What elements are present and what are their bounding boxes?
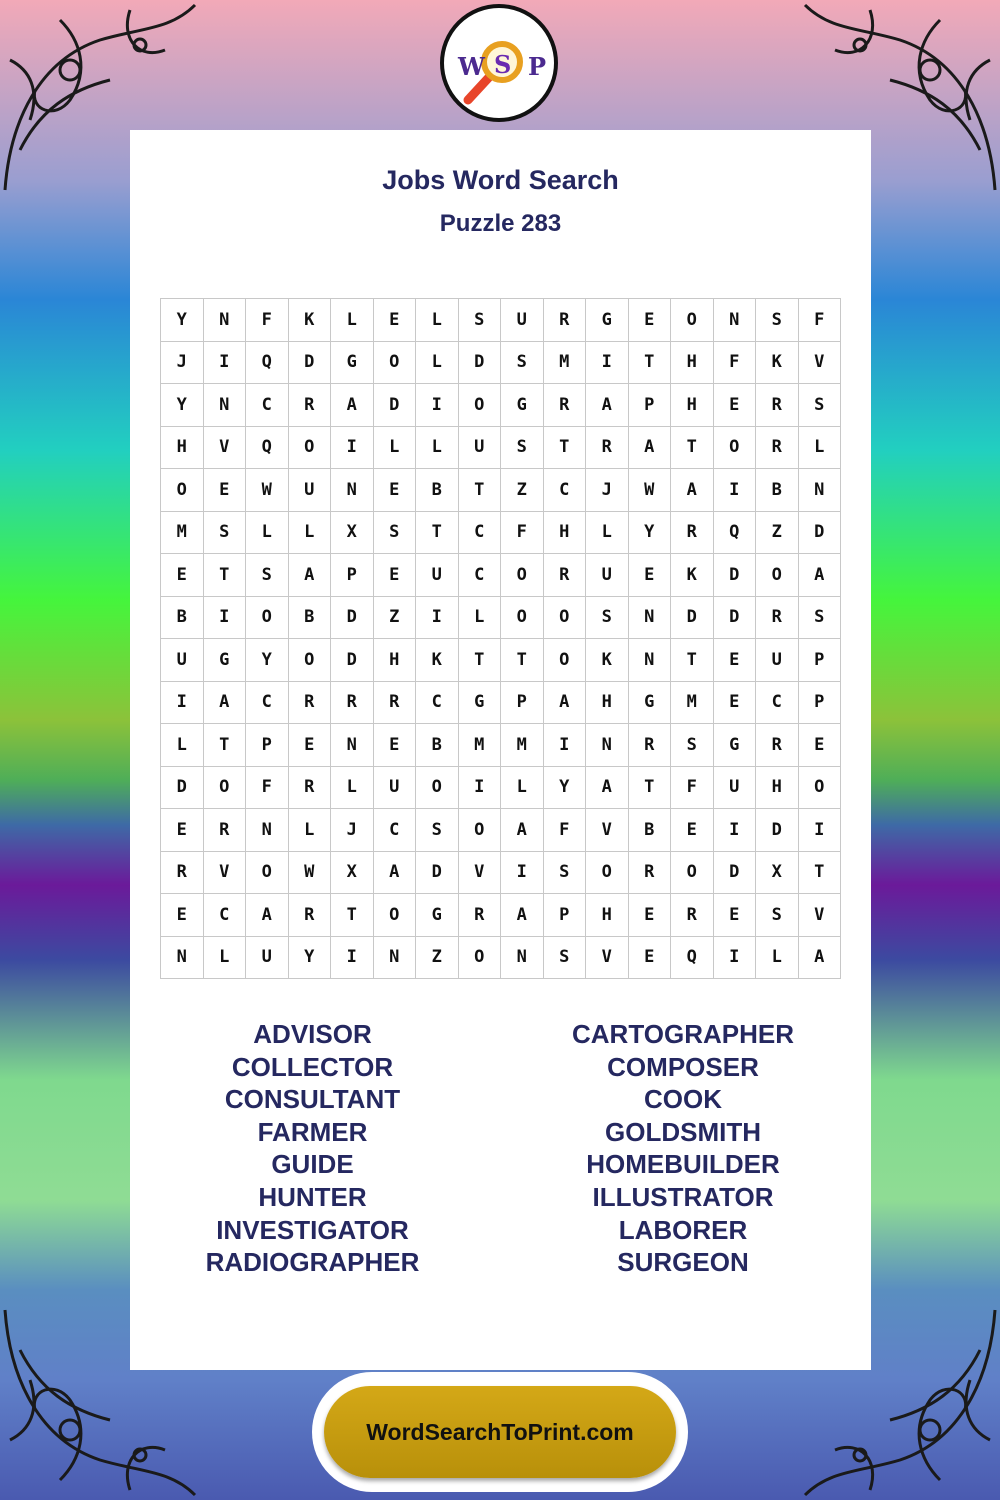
grid-cell[interactable]: G [714, 724, 757, 767]
word-list-item: FARMER [257, 1116, 368, 1147]
grid-cell[interactable]: E [629, 937, 672, 980]
grid-cell[interactable]: V [799, 342, 842, 385]
grid-cell[interactable]: F [671, 767, 714, 810]
grid-cell[interactable]: S [586, 597, 629, 640]
grid-cell[interactable]: E [161, 554, 204, 597]
grid-cell[interactable]: N [629, 597, 672, 640]
grid-cell[interactable]: D [459, 342, 502, 385]
grid-cell[interactable]: D [671, 597, 714, 640]
grid-cell[interactable]: O [459, 809, 502, 852]
grid-cell[interactable]: U [714, 767, 757, 810]
grid-cell[interactable]: U [586, 554, 629, 597]
grid-cell[interactable]: C [459, 512, 502, 555]
grid-cell[interactable]: Q [714, 512, 757, 555]
grid-cell[interactable]: T [459, 469, 502, 512]
grid-cell[interactable]: L [501, 767, 544, 810]
grid-cell[interactable]: E [629, 299, 672, 342]
grid-cell[interactable]: Y [246, 639, 289, 682]
word-list-item: INVESTIGATOR [216, 1214, 409, 1245]
logo-letter-p: P [528, 52, 547, 81]
grid-cell[interactable]: O [374, 894, 417, 937]
grid-cell[interactable]: S [671, 724, 714, 767]
grid-cell[interactable]: T [331, 894, 374, 937]
grid-cell[interactable]: R [289, 384, 332, 427]
grid-cell[interactable]: H [671, 384, 714, 427]
grid-cell[interactable]: G [331, 342, 374, 385]
grid-cell[interactable]: A [799, 554, 842, 597]
grid-cell[interactable]: S [544, 937, 587, 980]
grid-cell[interactable]: N [331, 724, 374, 767]
grid-cell[interactable]: M [161, 512, 204, 555]
grid-cell[interactable]: R [756, 597, 799, 640]
grid-cell[interactable]: Q [671, 937, 714, 980]
grid-cell[interactable]: Z [374, 597, 417, 640]
grid-cell[interactable]: Z [501, 469, 544, 512]
grid-cell[interactable]: T [629, 767, 672, 810]
grid-cell[interactable]: D [161, 767, 204, 810]
word-list-item: CONSULTANT [224, 1084, 401, 1115]
grid-cell[interactable]: T [501, 639, 544, 682]
word-list-item: HUNTER [258, 1181, 367, 1212]
grid-cell[interactable]: N [714, 299, 757, 342]
wsp-logo[interactable] [440, 4, 558, 122]
grid-cell[interactable]: V [204, 852, 247, 895]
grid-cell[interactable]: E [629, 894, 672, 937]
grid-cell[interactable]: O [501, 554, 544, 597]
grid-cell[interactable]: H [586, 682, 629, 725]
grid-cell[interactable]: W [629, 469, 672, 512]
grid-cell[interactable]: A [501, 809, 544, 852]
grid-cell[interactable]: L [289, 809, 332, 852]
grid-cell[interactable]: U [756, 639, 799, 682]
grid-cell[interactable]: L [289, 512, 332, 555]
grid-cell[interactable]: O [459, 384, 502, 427]
grid-cell[interactable]: D [331, 639, 374, 682]
grid-cell[interactable]: Y [544, 767, 587, 810]
grid-cell[interactable]: U [501, 299, 544, 342]
grid-cell[interactable]: Z [756, 512, 799, 555]
grid-cell[interactable]: C [544, 469, 587, 512]
grid-cell[interactable]: A [799, 937, 842, 980]
grid-cell[interactable]: H [161, 427, 204, 470]
grid-cell[interactable]: E [204, 469, 247, 512]
grid-cell[interactable]: B [289, 597, 332, 640]
grid-cell[interactable]: P [331, 554, 374, 597]
grid-cell[interactable]: U [374, 767, 417, 810]
puzzle-title: Jobs Word Search [382, 165, 619, 195]
grid-cell[interactable]: W [289, 852, 332, 895]
grid-cell[interactable]: R [374, 682, 417, 725]
grid-cell[interactable]: R [289, 894, 332, 937]
grid-cell[interactable]: U [161, 639, 204, 682]
grid-cell[interactable]: Y [161, 299, 204, 342]
word-list [130, 1018, 871, 1279]
grid-cell[interactable]: O [246, 852, 289, 895]
grid-cell[interactable]: I [161, 682, 204, 725]
grid-cell[interactable]: G [204, 639, 247, 682]
grid-cell[interactable]: A [374, 852, 417, 895]
grid-cell[interactable]: S [416, 809, 459, 852]
grid-cell[interactable]: U [459, 427, 502, 470]
grid-cell[interactable]: N [629, 639, 672, 682]
grid-cell[interactable]: M [671, 682, 714, 725]
grid-cell[interactable]: O [416, 767, 459, 810]
grid-cell[interactable]: N [586, 724, 629, 767]
grid-cell[interactable]: D [289, 342, 332, 385]
grid-cell[interactable]: G [629, 682, 672, 725]
grid-cell[interactable]: S [756, 299, 799, 342]
grid-cell[interactable]: L [331, 299, 374, 342]
grid-cell[interactable]: B [416, 724, 459, 767]
grid-cell[interactable]: R [331, 682, 374, 725]
grid-cell[interactable]: R [161, 852, 204, 895]
grid-cell[interactable]: V [459, 852, 502, 895]
grid-cell[interactable]: H [586, 894, 629, 937]
grid-cell[interactable]: G [501, 384, 544, 427]
grid-cell[interactable]: T [416, 512, 459, 555]
grid-cell[interactable]: L [374, 427, 417, 470]
grid-cell[interactable]: J [161, 342, 204, 385]
grid-cell[interactable]: R [586, 427, 629, 470]
grid-cell[interactable]: C [204, 894, 247, 937]
grid-cell[interactable]: G [416, 894, 459, 937]
grid-cell[interactable]: B [756, 469, 799, 512]
grid-cell[interactable]: E [799, 724, 842, 767]
grid-cell[interactable]: C [246, 682, 289, 725]
grid-cell[interactable]: S [204, 512, 247, 555]
grid-cell[interactable]: I [416, 597, 459, 640]
grid-cell[interactable]: Y [289, 937, 332, 980]
grid-cell[interactable]: I [331, 427, 374, 470]
grid-cell[interactable]: L [161, 724, 204, 767]
grid-cell[interactable]: T [799, 852, 842, 895]
grid-cell[interactable]: T [629, 342, 672, 385]
grid-cell[interactable]: H [374, 639, 417, 682]
grid-cell[interactable]: R [671, 512, 714, 555]
grid-cell[interactable]: T [671, 427, 714, 470]
grid-cell[interactable]: K [586, 639, 629, 682]
grid-cell[interactable]: P [246, 724, 289, 767]
grid-cell[interactable]: D [714, 597, 757, 640]
grid-cell[interactable]: B [416, 469, 459, 512]
grid-cell[interactable]: O [289, 639, 332, 682]
grid-cell[interactable]: P [799, 682, 842, 725]
grid-cell[interactable]: C [374, 809, 417, 852]
grid-cell[interactable]: S [246, 554, 289, 597]
grid-cell[interactable]: P [501, 682, 544, 725]
grid-cell[interactable]: I [586, 342, 629, 385]
grid-cell[interactable]: R [756, 724, 799, 767]
grid-cell[interactable]: I [204, 597, 247, 640]
grid-cell[interactable]: J [586, 469, 629, 512]
word-list-item: RADIOGRAPHER [205, 1247, 420, 1278]
grid-cell[interactable]: E [161, 894, 204, 937]
grid-cell[interactable]: R [204, 809, 247, 852]
grid-cell[interactable]: Z [416, 937, 459, 980]
grid-cell[interactable]: X [331, 852, 374, 895]
grid-cell[interactable]: A [586, 384, 629, 427]
grid-cell[interactable]: O [501, 597, 544, 640]
grid-cell[interactable]: R [671, 894, 714, 937]
word-list-item: COLLECTOR [231, 1051, 394, 1082]
grid-cell[interactable]: H [671, 342, 714, 385]
grid-cell[interactable]: O [544, 639, 587, 682]
grid-cell[interactable]: V [204, 427, 247, 470]
grid-cell[interactable]: D [416, 852, 459, 895]
grid-cell[interactable]: A [586, 767, 629, 810]
grid-cell[interactable]: O [671, 852, 714, 895]
grid-cell[interactable]: I [544, 724, 587, 767]
grid-cell[interactable]: T [204, 554, 247, 597]
grid-cell[interactable]: Q [246, 342, 289, 385]
grid-cell[interactable]: S [501, 427, 544, 470]
grid-cell[interactable]: U [416, 554, 459, 597]
grid-cell[interactable]: F [246, 299, 289, 342]
grid-cell[interactable]: E [671, 809, 714, 852]
grid-cell[interactable]: V [586, 937, 629, 980]
grid-cell[interactable]: L [204, 937, 247, 980]
grid-cell[interactable]: O [246, 597, 289, 640]
grid-cell[interactable]: L [416, 299, 459, 342]
logo-letter-s: S [494, 50, 512, 79]
grid-cell[interactable]: R [459, 894, 502, 937]
grid-cell[interactable]: L [799, 427, 842, 470]
letter-grid[interactable] [160, 298, 841, 979]
grid-cell[interactable]: A [204, 682, 247, 725]
grid-cell[interactable]: I [799, 809, 842, 852]
grid-cell[interactable]: H [544, 512, 587, 555]
grid-cell[interactable]: E [714, 682, 757, 725]
grid-cell[interactable]: O [671, 299, 714, 342]
grid-cell[interactable]: F [501, 512, 544, 555]
grid-cell[interactable]: A [629, 427, 672, 470]
grid-cell[interactable]: A [501, 894, 544, 937]
grid-cell[interactable]: L [246, 512, 289, 555]
grid-cell[interactable]: R [629, 852, 672, 895]
grid-cell[interactable]: T [204, 724, 247, 767]
grid-cell[interactable]: R [629, 724, 672, 767]
grid-cell[interactable]: S [501, 342, 544, 385]
grid-cell[interactable]: S [544, 852, 587, 895]
grid-cell[interactable]: C [416, 682, 459, 725]
grid-cell[interactable]: O [374, 342, 417, 385]
grid-cell[interactable]: T [671, 639, 714, 682]
grid-cell[interactable]: O [161, 469, 204, 512]
grid-cell[interactable]: N [204, 299, 247, 342]
grid-cell[interactable]: E [714, 639, 757, 682]
grid-cell[interactable]: V [799, 894, 842, 937]
grid-cell[interactable]: L [331, 767, 374, 810]
grid-cell[interactable]: E [161, 809, 204, 852]
grid-cell[interactable]: T [544, 427, 587, 470]
puzzle-number: Puzzle 283 [439, 210, 562, 237]
grid-cell[interactable]: R [289, 682, 332, 725]
grid-cell[interactable]: A [671, 469, 714, 512]
word-list-item: CARTOGRAPHER [572, 1019, 794, 1049]
grid-cell[interactable]: E [289, 724, 332, 767]
word-list-item: COMPOSER [607, 1051, 759, 1082]
grid-cell[interactable]: N [246, 809, 289, 852]
grid-cell[interactable]: S [756, 894, 799, 937]
grid-cell[interactable]: U [289, 469, 332, 512]
grid-cell[interactable]: V [586, 809, 629, 852]
grid-cell[interactable]: I [204, 342, 247, 385]
grid-cell[interactable]: F [246, 767, 289, 810]
word-list-item: ILLUSTRATOR [592, 1181, 774, 1212]
grid-cell[interactable]: F [544, 809, 587, 852]
grid-cell[interactable]: N [161, 937, 204, 980]
grid-cell[interactable]: A [289, 554, 332, 597]
grid-cell[interactable]: L [459, 597, 502, 640]
grid-cell[interactable]: C [459, 554, 502, 597]
grid-cell[interactable]: H [756, 767, 799, 810]
grid-cell[interactable]: Q [246, 427, 289, 470]
grid-cell[interactable]: K [756, 342, 799, 385]
grid-cell[interactable]: Y [629, 512, 672, 555]
grid-cell[interactable]: N [204, 384, 247, 427]
word-list-item: GUIDE [271, 1149, 354, 1180]
grid-cell[interactable]: I [501, 852, 544, 895]
grid-cell[interactable]: B [629, 809, 672, 852]
grid-cell[interactable]: K [289, 299, 332, 342]
grid-cell[interactable]: I [416, 384, 459, 427]
grid-cell[interactable]: N [331, 469, 374, 512]
grid-cell[interactable]: J [331, 809, 374, 852]
grid-cell[interactable]: P [544, 894, 587, 937]
grid-cell[interactable]: O [289, 427, 332, 470]
word-list-item: HOMEBUILDER [586, 1149, 780, 1180]
grid-cell[interactable]: O [799, 767, 842, 810]
grid-cell[interactable]: S [459, 299, 502, 342]
grid-cell[interactable]: L [756, 937, 799, 980]
grid-cell[interactable]: R [544, 554, 587, 597]
grid-cell[interactable]: G [459, 682, 502, 725]
grid-cell[interactable]: N [501, 937, 544, 980]
grid-cell[interactable]: K [416, 639, 459, 682]
grid-cell[interactable]: C [756, 682, 799, 725]
grid-cell[interactable]: E [714, 894, 757, 937]
grid-cell[interactable]: M [544, 342, 587, 385]
grid-cell[interactable]: Y [161, 384, 204, 427]
grid-cell[interactable]: M [459, 724, 502, 767]
grid-cell[interactable]: O [586, 852, 629, 895]
grid-cell[interactable]: D [799, 512, 842, 555]
grid-cell[interactable]: O [544, 597, 587, 640]
grid-cell[interactable]: L [416, 427, 459, 470]
grid-cell[interactable]: E [374, 554, 417, 597]
grid-cell[interactable]: R [756, 384, 799, 427]
grid-cell[interactable]: S [799, 597, 842, 640]
grid-cell[interactable]: U [246, 937, 289, 980]
grid-cell[interactable]: I [714, 809, 757, 852]
grid-cell[interactable]: D [374, 384, 417, 427]
grid-cell[interactable]: F [714, 342, 757, 385]
grid-cell[interactable]: E [374, 299, 417, 342]
grid-cell[interactable]: S [799, 384, 842, 427]
grid-cell[interactable]: X [756, 852, 799, 895]
word-list-item: COOK [644, 1084, 722, 1115]
grid-cell[interactable]: R [756, 427, 799, 470]
grid-cell[interactable]: O [204, 767, 247, 810]
puzzle-panel [130, 130, 871, 1370]
grid-cell[interactable]: D [756, 809, 799, 852]
website-link-button[interactable]: WordSearchToPrint.com [324, 1386, 676, 1478]
grid-cell[interactable]: E [629, 554, 672, 597]
grid-cell[interactable]: R [289, 767, 332, 810]
word-list-item: LABORER [618, 1214, 748, 1245]
grid-cell[interactable]: E [374, 469, 417, 512]
logo-letter-w: W [458, 52, 485, 81]
grid-cell[interactable]: A [246, 894, 289, 937]
grid-cell[interactable]: X [331, 512, 374, 555]
word-list-right-column [495, 1018, 871, 1279]
grid-cell[interactable]: D [714, 554, 757, 597]
word-list-left-column [130, 1018, 495, 1279]
grid-cell[interactable]: N [374, 937, 417, 980]
grid-cell[interactable]: F [799, 299, 842, 342]
grid-cell[interactable]: E [374, 724, 417, 767]
grid-cell[interactable]: R [544, 299, 587, 342]
grid-cell[interactable]: I [331, 937, 374, 980]
grid-cell[interactable]: N [799, 469, 842, 512]
grid-cell[interactable]: K [671, 554, 714, 597]
grid-cell[interactable]: A [331, 384, 374, 427]
grid-cell[interactable]: I [714, 937, 757, 980]
grid-cell[interactable]: L [416, 342, 459, 385]
grid-cell[interactable]: O [756, 554, 799, 597]
grid-cell[interactable]: A [544, 682, 587, 725]
grid-cell[interactable]: O [459, 937, 502, 980]
grid-cell[interactable]: T [459, 639, 502, 682]
grid-cell[interactable]: P [799, 639, 842, 682]
grid-cell[interactable]: R [544, 384, 587, 427]
grid-cell[interactable]: B [161, 597, 204, 640]
grid-cell[interactable]: E [714, 384, 757, 427]
grid-cell[interactable]: W [246, 469, 289, 512]
grid-cell[interactable]: O [714, 427, 757, 470]
word-list-item: GOLDSMITH [605, 1116, 761, 1147]
word-list-item: SURGEON [617, 1247, 749, 1278]
grid-cell[interactable]: S [374, 512, 417, 555]
grid-cell[interactable]: I [459, 767, 502, 810]
grid-cell[interactable]: G [586, 299, 629, 342]
grid-cell[interactable]: M [501, 724, 544, 767]
grid-cell[interactable]: C [246, 384, 289, 427]
grid-cell[interactable]: D [714, 852, 757, 895]
grid-cell[interactable]: P [629, 384, 672, 427]
footer-badge [312, 1372, 688, 1492]
grid-cell[interactable]: I [714, 469, 757, 512]
word-list-item: ADVISOR [253, 1019, 372, 1049]
grid-cell[interactable]: D [331, 597, 374, 640]
grid-cell[interactable]: L [586, 512, 629, 555]
